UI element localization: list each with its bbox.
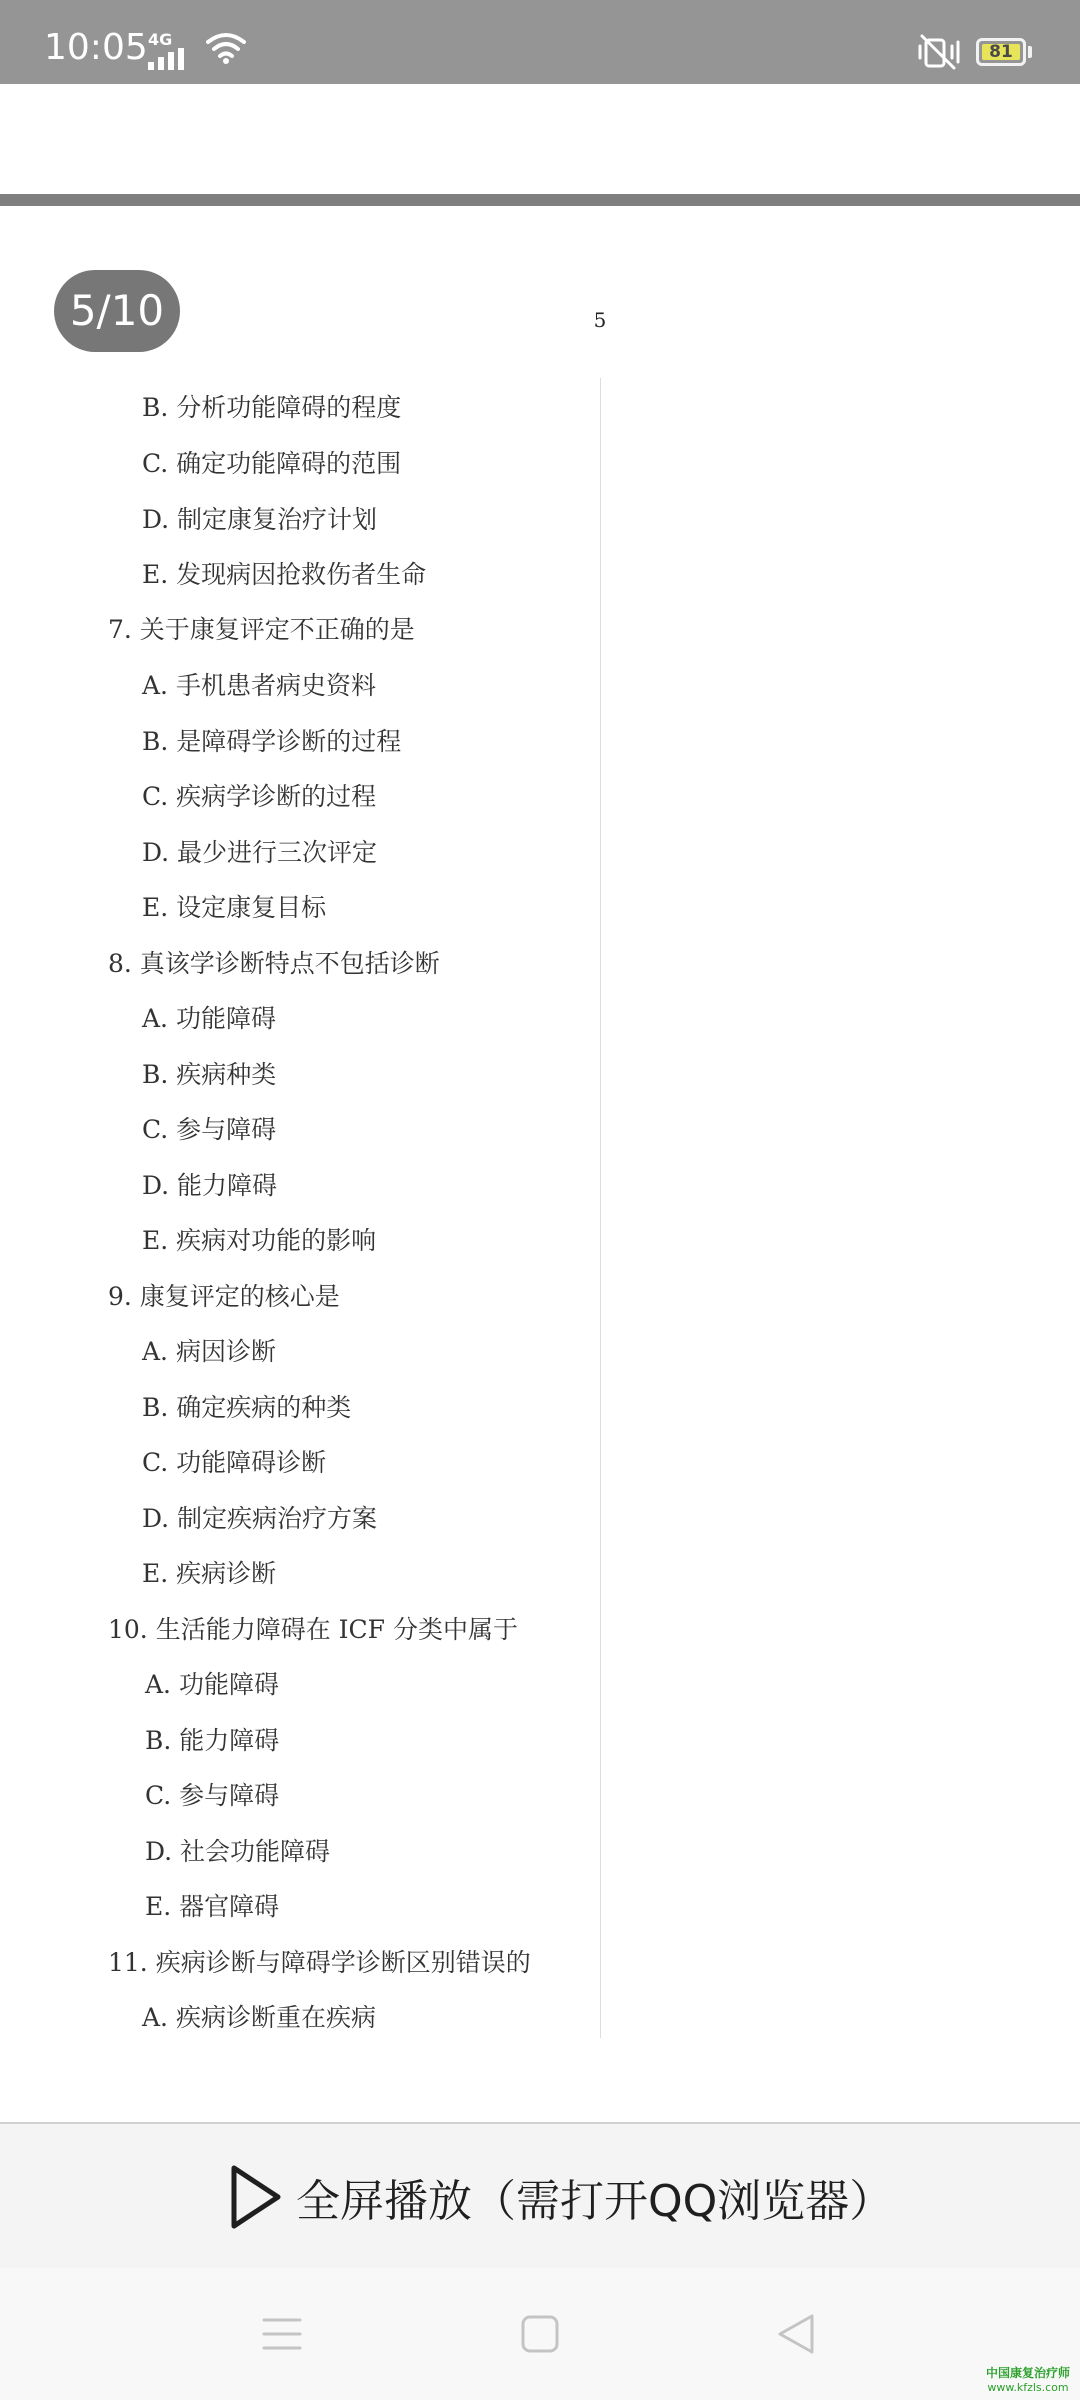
question-line: 8. 真该学诊断特点不包括诊断 <box>108 949 440 978</box>
signal-icon <box>148 48 192 70</box>
text-line: A. 功能障碍 <box>142 1004 276 1033</box>
home-icon[interactable] <box>520 2314 560 2354</box>
text-line: B. 是障碍学诊断的过程 <box>142 727 402 756</box>
header-area <box>0 84 1080 194</box>
question-line: 11. 疾病诊断与障碍学诊断区别错误的 <box>108 1948 531 1977</box>
status-time: 10:05 <box>44 27 148 68</box>
text-line: A. 疾病诊断重在疾病 <box>142 2003 376 2032</box>
text-line: E. 器官障碍 <box>145 1892 280 1921</box>
header-divider <box>0 194 1080 206</box>
site-watermark <box>978 2364 1078 2394</box>
page-number: 5 <box>593 308 607 332</box>
text-line: C. 参与障碍 <box>142 1115 277 1144</box>
column-divider <box>600 378 601 2038</box>
text-line: D. 制定疾病治疗方案 <box>142 1504 378 1533</box>
text-line: A. 病因诊断 <box>142 1337 276 1366</box>
text-line: E. 疾病诊断 <box>142 1559 277 1588</box>
navigation-bar <box>0 2268 1080 2400</box>
wifi-icon <box>206 32 246 64</box>
text-line: B. 能力障碍 <box>145 1726 280 1755</box>
text-line: D. 制定康复治疗计划 <box>142 505 378 534</box>
battery-icon <box>976 38 1026 66</box>
fullscreen-play-button[interactable] <box>228 2164 893 2230</box>
menu-icon[interactable] <box>262 2314 302 2354</box>
mute-icon <box>918 34 962 70</box>
text-line: B. 确定疾病的种类 <box>142 1393 352 1422</box>
question-line: 7. 关于康复评定不正确的是 <box>108 615 415 644</box>
text-line: C. 功能障碍诊断 <box>142 1448 327 1477</box>
battery-cap <box>1028 46 1032 58</box>
network-type: 4G <box>148 30 173 49</box>
text-line: D. 最少进行三次评定 <box>142 838 378 867</box>
play-label: 全屏播放（需打开QQ浏览器） <box>296 2176 894 2227</box>
page-indicator: 5/10 <box>54 270 180 352</box>
question-line: 9. 康复评定的核心是 <box>108 1282 340 1311</box>
text-line: E. 疾病对功能的影响 <box>142 1226 377 1255</box>
watermark-url: www.kfzls.com <box>987 2381 1069 2394</box>
text-line: B. 疾病种类 <box>142 1060 277 1089</box>
text-line: E. 发现病因抢救伤者生命 <box>142 560 427 589</box>
play-panel <box>0 2122 1080 2270</box>
play-icon <box>228 2164 284 2230</box>
text-line: E. 设定康复目标 <box>142 893 327 922</box>
text-line: B. 分析功能障碍的程度 <box>142 393 402 422</box>
text-line: C. 确定功能障碍的范围 <box>142 449 402 478</box>
text-line: D. 能力障碍 <box>142 1171 278 1200</box>
question-line: 10. 生活能力障碍在 ICF 分类中属于 <box>108 1615 518 1644</box>
text-line: A. 功能障碍 <box>145 1670 279 1699</box>
watermark-title: 中国康复治疗师 <box>985 2366 1070 2380</box>
text-line: A. 手机患者病史资料 <box>142 671 376 700</box>
status-bar <box>0 0 1080 84</box>
text-line: C. 疾病学诊断的过程 <box>142 782 377 811</box>
back-icon[interactable] <box>776 2312 816 2356</box>
text-line: D. 社会功能障碍 <box>145 1837 331 1866</box>
text-line: C. 参与障碍 <box>145 1781 280 1810</box>
battery-level: 81 <box>982 44 1020 60</box>
